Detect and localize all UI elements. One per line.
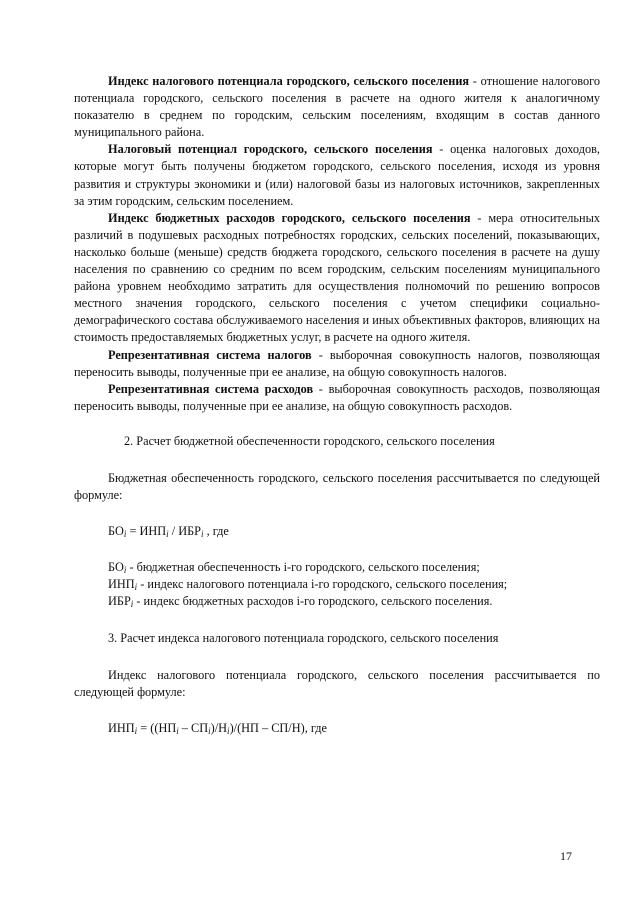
definition-text: - отношение налогового потенциала городского, сельского поселения в расчете на одного жителя к аналогичному показателю в среднем по городским, сельским поселениям, входящим в состав данного муниципального района. — [74, 74, 600, 140]
definition-text: - мера относительных различий в подушевых расходных потребностях городских, сельских поселений, показывающих, насколько больше (меньше) средств бюджета городского, сельского поселения в расчете на душу населения по сравнению со средним по всем городским, сельским поселениям муниципального района уровнем необходимо затратить для осуществления полномочий по решению вопросов местного значения городского, сельского поселения с учетом специфики социально-демографического состава обслуживаемого населения и иных объективных факторов, влияющих на стоимость предоставляемых бюджетных услуг, в расчете на одного жителя. — [74, 210, 601, 345]
definition-paragraph — [74, 73, 600, 141]
definition-text: - выборочная совокупность расходов, позволяющая переносить выводы, полученные при ее анализе, на общую совокупность расходов. — [74, 381, 600, 413]
definition-paragraph — [74, 381, 600, 415]
definition-term: Налоговый потенциал городского, сельского поселения — [108, 142, 433, 157]
definition-paragraph — [74, 347, 600, 381]
definition-term: Индекс налогового потенциала городского, сельского поселения — [108, 74, 470, 88]
section-intro: Бюджетная обеспеченность городского, сельского поселения рассчитывается по следующей формуле: — [74, 470, 600, 503]
definition-term: Репрезентативная система расходов — [108, 381, 314, 396]
definition-term: Репрезентативная система налогов — [108, 347, 312, 362]
section-intro: Индекс налогового потенциала городского, сельского поселения рассчитывается по следующей формуле: — [74, 667, 600, 699]
definition-paragraph — [74, 210, 600, 347]
page-content — [74, 73, 600, 737]
section-heading: 2. Расчет бюджетной обеспеченности городского, сельского поселения — [124, 433, 495, 448]
formula-legend — [74, 559, 600, 610]
definition-term: Индекс бюджетных расходов городского, сельского поселения — [108, 210, 471, 225]
definition-text: - оценка налоговых доходов, которые могут быть получены бюджетом городского, сельского поселения, исходя из уровня развития и структуры экономики и (или) налоговой базы из налоговых источников, закрепленных за этим городским, сельским поселением. — [74, 142, 600, 208]
formula: $ИНП_i = ((НП_i - СП_i)/Н_i)/(НП - СП/Н)$, где — [108, 720, 327, 736]
legend-item: $ИБР_i$ - индекс бюджетных расходов i-го городского, сельского поселения. — [108, 594, 493, 610]
legend-item: $ИНП_i$ - индекс налогового потенциала i-го городского, сельского поселения; — [108, 577, 508, 593]
definition-text: - выборочная совокупность налогов, позволяющая переносить выводы, полученные при ее анализе, на общую совокупность налогов. — [74, 347, 600, 379]
page-number: 17 — [560, 849, 572, 863]
legend-item: $БО_i$ - бюджетная обеспеченность i-го городского, сельского поселения; — [108, 560, 480, 576]
section-heading: 3. Расчет индекса налогового потенциала городского, сельского поселения — [108, 630, 499, 645]
formula: $БО_i = ИНП_i / ИБР_i$ , где — [108, 524, 229, 540]
definition-paragraph — [74, 141, 600, 209]
